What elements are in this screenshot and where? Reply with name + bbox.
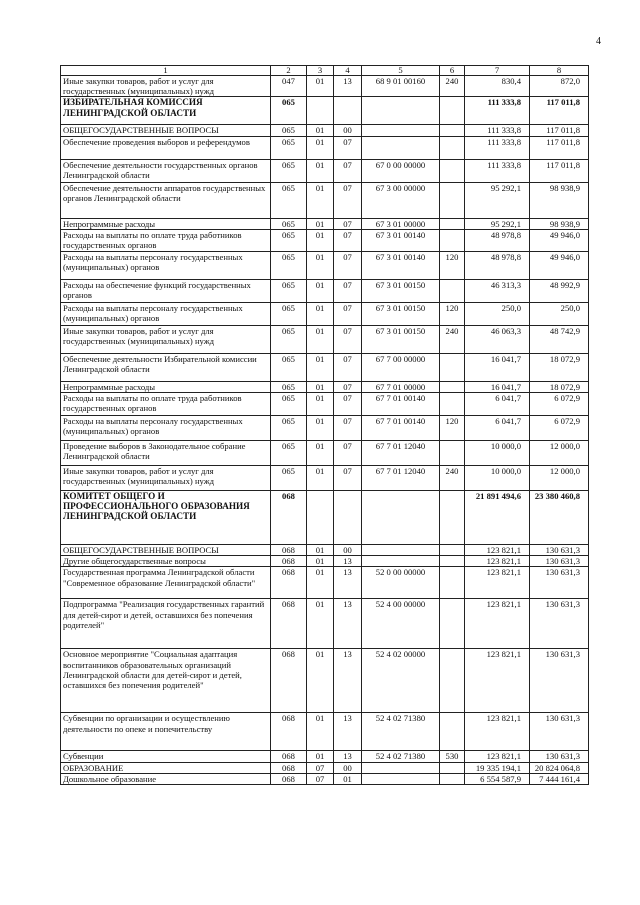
cell-amount-year1: 111 333,8 (465, 159, 530, 182)
column-number-4: 4 (334, 66, 362, 76)
cell-target-article (362, 125, 440, 136)
row-name: Расходы на выплаты персоналу государственных (муниципальных) органов (61, 416, 271, 441)
row-name: Расходы на обеспечение функций государственных органов (61, 279, 271, 302)
column-number-5: 5 (362, 66, 440, 76)
cell-expense-type (440, 393, 465, 416)
cell-grbs: 065 (271, 393, 307, 416)
table-row (61, 325, 589, 353)
cell-amount-year2: 98 938,9 (530, 182, 589, 218)
cell-amount-year1: 123 821,1 (465, 713, 530, 751)
cell-target-article: 67 7 01 12040 (362, 441, 440, 466)
cell-target-article (362, 762, 440, 773)
row-name: Обеспечение деятельности государственных органов Ленинградской области (61, 159, 271, 182)
cell-amount-year2: 18 072,9 (530, 381, 589, 392)
cell-amount-year1: 123 821,1 (465, 649, 530, 713)
table-row (61, 76, 589, 97)
page-number: 4 (596, 36, 601, 47)
cell-section: 01 (307, 159, 334, 182)
cell-amount-year1: 48 978,8 (465, 251, 530, 279)
cell-subsection: 07 (334, 136, 362, 159)
cell-section: 01 (307, 416, 334, 441)
cell-grbs: 065 (271, 325, 307, 353)
cell-target-article (362, 136, 440, 159)
cell-section: 07 (307, 773, 334, 784)
cell-grbs: 065 (271, 302, 307, 325)
table-row (61, 353, 589, 381)
cell-amount-year2: 130 631,3 (530, 556, 589, 567)
cell-section: 01 (307, 229, 334, 251)
cell-amount-year2: 117 011,8 (530, 136, 589, 159)
cell-target-article: 67 3 01 00000 (362, 218, 440, 229)
row-name: ОБРАЗОВАНИЕ (61, 762, 271, 773)
row-name: Дошкольное образование (61, 773, 271, 784)
cell-grbs: 068 (271, 556, 307, 567)
table-row (61, 649, 589, 713)
table-row (61, 466, 589, 491)
cell-amount-year1: 16 041,7 (465, 353, 530, 381)
cell-target-article: 52 4 00 00000 (362, 599, 440, 649)
row-name: Иные закупки товаров, работ и услуг для государственных (муниципальных) нужд (61, 466, 271, 491)
cell-amount-year1: 16 041,7 (465, 381, 530, 392)
table-row (61, 136, 589, 159)
cell-grbs: 068 (271, 751, 307, 762)
row-name: Обеспечение деятельности аппаратов государственных органов Ленинградской области (61, 182, 271, 218)
cell-subsection: 13 (334, 649, 362, 713)
cell-section: 01 (307, 567, 334, 599)
table-row (61, 441, 589, 466)
cell-subsection: 07 (334, 353, 362, 381)
cell-subsection: 13 (334, 713, 362, 751)
row-name: Расходы на выплаты по оплате труда работников государственных органов (61, 393, 271, 416)
cell-expense-type (440, 773, 465, 784)
cell-expense-type (440, 182, 465, 218)
cell-amount-year1: 10 000,0 (465, 466, 530, 491)
row-name: Непрограммные расходы (61, 218, 271, 229)
cell-amount-year1: 111 333,8 (465, 136, 530, 159)
cell-amount-year1: 123 821,1 (465, 751, 530, 762)
cell-amount-year1: 46 063,3 (465, 325, 530, 353)
cell-target-article (362, 491, 440, 545)
cell-expense-type (440, 713, 465, 751)
cell-grbs: 065 (271, 125, 307, 136)
cell-section: 01 (307, 302, 334, 325)
cell-subsection: 07 (334, 416, 362, 441)
cell-expense-type (440, 762, 465, 773)
cell-expense-type (440, 381, 465, 392)
cell-subsection: 13 (334, 556, 362, 567)
cell-target-article: 68 9 01 00160 (362, 76, 440, 97)
row-name: Другие общегосударственные вопросы (61, 556, 271, 567)
cell-grbs: 065 (271, 97, 307, 125)
cell-subsection: 07 (334, 325, 362, 353)
cell-subsection (334, 491, 362, 545)
cell-target-article: 67 3 01 00140 (362, 251, 440, 279)
cell-amount-year1: 48 978,8 (465, 229, 530, 251)
cell-grbs: 065 (271, 381, 307, 392)
cell-subsection: 07 (334, 466, 362, 491)
cell-grbs: 068 (271, 773, 307, 784)
cell-section (307, 97, 334, 125)
cell-amount-year1: 123 821,1 (465, 545, 530, 556)
cell-target-article: 52 4 02 00000 (362, 649, 440, 713)
table-row (61, 713, 589, 751)
table-header-row (61, 66, 589, 76)
cell-target-article: 52 0 00 00000 (362, 567, 440, 599)
cell-target-article: 67 3 01 00150 (362, 302, 440, 325)
cell-grbs: 065 (271, 136, 307, 159)
cell-subsection: 00 (334, 125, 362, 136)
cell-section: 01 (307, 325, 334, 353)
cell-amount-year2: 23 380 460,8 (530, 491, 589, 545)
row-name: Расходы на выплаты персоналу государственных (муниципальных) органов (61, 302, 271, 325)
cell-amount-year1: 6 554 587,9 (465, 773, 530, 784)
cell-target-article (362, 556, 440, 567)
cell-grbs: 065 (271, 416, 307, 441)
cell-subsection: 07 (334, 182, 362, 218)
cell-amount-year2: 48 742,9 (530, 325, 589, 353)
cell-section: 01 (307, 466, 334, 491)
cell-amount-year1: 123 821,1 (465, 599, 530, 649)
table-row (61, 567, 589, 599)
cell-target-article (362, 97, 440, 125)
cell-grbs: 068 (271, 567, 307, 599)
cell-grbs: 065 (271, 353, 307, 381)
cell-subsection: 13 (334, 599, 362, 649)
cell-target-article: 67 7 01 00000 (362, 381, 440, 392)
cell-target-article: 67 3 01 00140 (362, 229, 440, 251)
cell-target-article: 67 7 00 00000 (362, 353, 440, 381)
cell-amount-year2: 6 072,9 (530, 393, 589, 416)
cell-subsection: 01 (334, 773, 362, 784)
cell-section: 01 (307, 545, 334, 556)
cell-expense-type (440, 441, 465, 466)
row-name: Расходы на выплаты персоналу государственных (муниципальных) органов (61, 251, 271, 279)
cell-section: 01 (307, 353, 334, 381)
cell-grbs: 068 (271, 599, 307, 649)
table-row (61, 218, 589, 229)
column-number-2: 2 (271, 66, 307, 76)
cell-target-article: 67 7 01 00140 (362, 393, 440, 416)
row-name: Проведение выборов в Законодательное собрание Ленинградской области (61, 441, 271, 466)
cell-grbs: 068 (271, 713, 307, 751)
cell-target-article: 52 4 02 71380 (362, 713, 440, 751)
row-name: Расходы на выплаты по оплате труда работников государственных органов (61, 229, 271, 251)
cell-grbs: 068 (271, 491, 307, 545)
cell-amount-year2: 20 824 064,8 (530, 762, 589, 773)
table-row (61, 545, 589, 556)
cell-expense-type: 120 (440, 302, 465, 325)
row-name: ОБЩЕГОСУДАРСТВЕННЫЕ ВОПРОСЫ (61, 125, 271, 136)
row-name: Государственная программа Ленинградской области "Современное образование Ленинградской области" (61, 567, 271, 599)
cell-amount-year2: 98 938,9 (530, 218, 589, 229)
cell-expense-type (440, 649, 465, 713)
cell-section (307, 491, 334, 545)
table-row (61, 182, 589, 218)
budget-table (60, 65, 589, 785)
cell-amount-year1: 46 313,3 (465, 279, 530, 302)
cell-amount-year2: 250,0 (530, 302, 589, 325)
cell-subsection: 07 (334, 218, 362, 229)
cell-expense-type (440, 545, 465, 556)
cell-amount-year1: 123 821,1 (465, 556, 530, 567)
table-row (61, 773, 589, 784)
cell-amount-year2: 12 000,0 (530, 441, 589, 466)
table-row (61, 381, 589, 392)
column-number-6: 6 (440, 66, 465, 76)
cell-target-article: 52 4 02 71380 (362, 751, 440, 762)
cell-amount-year1: 111 333,8 (465, 97, 530, 125)
row-name: Иные закупки товаров, работ и услуг для государственных (муниципальных) нужд (61, 325, 271, 353)
cell-subsection: 13 (334, 76, 362, 97)
table-row (61, 302, 589, 325)
cell-amount-year2: 6 072,9 (530, 416, 589, 441)
cell-subsection: 07 (334, 229, 362, 251)
row-name: ОБЩЕГОСУДАРСТВЕННЫЕ ВОПРОСЫ (61, 545, 271, 556)
cell-amount-year2: 117 011,8 (530, 125, 589, 136)
cell-expense-type (440, 491, 465, 545)
cell-grbs: 065 (271, 229, 307, 251)
cell-expense-type (440, 599, 465, 649)
cell-section: 01 (307, 182, 334, 218)
cell-section: 01 (307, 441, 334, 466)
cell-amount-year1: 6 041,7 (465, 416, 530, 441)
cell-amount-year1: 250,0 (465, 302, 530, 325)
cell-target-article: 67 3 01 00150 (362, 279, 440, 302)
column-number-8: 8 (530, 66, 589, 76)
row-name: Основное мероприятие "Социальная адаптация воспитанников образовательных организаций Ленинградской области для детей-сирот и детей, оставшихся без попечения родителей" (61, 649, 271, 713)
cell-amount-year2: 130 631,3 (530, 751, 589, 762)
cell-subsection: 07 (334, 441, 362, 466)
cell-amount-year2: 48 992,9 (530, 279, 589, 302)
cell-amount-year1: 21 891 494,6 (465, 491, 530, 545)
cell-amount-year2: 49 946,0 (530, 229, 589, 251)
cell-amount-year2: 130 631,3 (530, 567, 589, 599)
table-row (61, 556, 589, 567)
cell-grbs: 068 (271, 545, 307, 556)
cell-expense-type (440, 159, 465, 182)
cell-grbs: 065 (271, 218, 307, 229)
cell-grbs: 065 (271, 159, 307, 182)
cell-amount-year2: 7 444 161,4 (530, 773, 589, 784)
cell-amount-year1: 6 041,7 (465, 393, 530, 416)
cell-target-article: 67 3 01 00150 (362, 325, 440, 353)
cell-expense-type (440, 229, 465, 251)
table-row (61, 599, 589, 649)
cell-section: 01 (307, 251, 334, 279)
cell-section: 01 (307, 76, 334, 97)
cell-section: 01 (307, 136, 334, 159)
cell-amount-year2: 130 631,3 (530, 599, 589, 649)
cell-target-article (362, 545, 440, 556)
cell-section: 01 (307, 599, 334, 649)
cell-amount-year2: 117 011,8 (530, 159, 589, 182)
cell-subsection: 07 (334, 159, 362, 182)
cell-target-article (362, 773, 440, 784)
cell-grbs: 047 (271, 76, 307, 97)
row-name: КОМИТЕТ ОБЩЕГО И ПРОФЕССИОНАЛЬНОГО ОБРАЗОВАНИЯ ЛЕНИНГРАДСКОЙ ОБЛАСТИ (61, 491, 271, 545)
cell-amount-year2: 872,0 (530, 76, 589, 97)
cell-expense-type: 240 (440, 466, 465, 491)
cell-section: 01 (307, 381, 334, 392)
cell-section: 01 (307, 218, 334, 229)
row-name: Обеспечение проведения выборов и референдумов (61, 136, 271, 159)
table-row (61, 393, 589, 416)
cell-target-article: 67 7 01 00140 (362, 416, 440, 441)
cell-amount-year1: 10 000,0 (465, 441, 530, 466)
table-row (61, 251, 589, 279)
cell-expense-type: 120 (440, 416, 465, 441)
cell-grbs: 068 (271, 762, 307, 773)
cell-amount-year1: 95 292,1 (465, 182, 530, 218)
cell-amount-year1: 95 292,1 (465, 218, 530, 229)
cell-section: 01 (307, 279, 334, 302)
cell-expense-type: 530 (440, 751, 465, 762)
cell-grbs: 065 (271, 279, 307, 302)
table-row (61, 229, 589, 251)
cell-expense-type (440, 353, 465, 381)
cell-grbs: 068 (271, 649, 307, 713)
cell-expense-type (440, 556, 465, 567)
cell-expense-type (440, 279, 465, 302)
cell-amount-year2: 130 631,3 (530, 713, 589, 751)
table-row (61, 279, 589, 302)
row-name: Подпрограмма "Реализация государственных гарантий для детей-сирот и детей, оставшихся без попечения родителей" (61, 599, 271, 649)
cell-amount-year1: 19 335 194,1 (465, 762, 530, 773)
cell-grbs: 065 (271, 251, 307, 279)
cell-section: 01 (307, 393, 334, 416)
cell-target-article: 67 0 00 00000 (362, 159, 440, 182)
table-row (61, 416, 589, 441)
cell-subsection: 07 (334, 302, 362, 325)
cell-target-article: 67 3 00 00000 (362, 182, 440, 218)
cell-grbs: 065 (271, 441, 307, 466)
table-row (61, 762, 589, 773)
cell-expense-type (440, 567, 465, 599)
cell-subsection: 07 (334, 381, 362, 392)
cell-subsection: 00 (334, 545, 362, 556)
cell-subsection: 07 (334, 251, 362, 279)
column-number-7: 7 (465, 66, 530, 76)
cell-section: 01 (307, 751, 334, 762)
cell-expense-type: 240 (440, 76, 465, 97)
row-name: Субвенции по организации и осуществлению деятельности по опеке и попечительству (61, 713, 271, 751)
row-name: Иные закупки товаров, работ и услуг для государственных (муниципальных) нужд (61, 76, 271, 97)
cell-amount-year2: 12 000,0 (530, 466, 589, 491)
row-name: ИЗБИРАТЕЛЬНАЯ КОМИССИЯ ЛЕНИНГРАДСКОЙ ОБЛАСТИ (61, 97, 271, 125)
column-number-1: 1 (61, 66, 271, 76)
cell-section: 01 (307, 556, 334, 567)
cell-subsection: 13 (334, 751, 362, 762)
cell-section: 01 (307, 649, 334, 713)
cell-expense-type: 240 (440, 325, 465, 353)
cell-section: 01 (307, 125, 334, 136)
cell-amount-year1: 830,4 (465, 76, 530, 97)
cell-expense-type (440, 136, 465, 159)
cell-target-article: 67 7 01 12040 (362, 466, 440, 491)
table-row (61, 751, 589, 762)
cell-expense-type (440, 218, 465, 229)
table-row (61, 159, 589, 182)
row-name: Субвенции (61, 751, 271, 762)
cell-expense-type (440, 97, 465, 125)
cell-amount-year2: 130 631,3 (530, 649, 589, 713)
cell-subsection: 00 (334, 762, 362, 773)
column-number-3: 3 (307, 66, 334, 76)
cell-amount-year2: 130 631,3 (530, 545, 589, 556)
cell-grbs: 065 (271, 182, 307, 218)
cell-amount-year2: 49 946,0 (530, 251, 589, 279)
cell-expense-type (440, 125, 465, 136)
table-row (61, 97, 589, 125)
cell-grbs: 065 (271, 466, 307, 491)
cell-amount-year2: 117 011,8 (530, 97, 589, 125)
cell-subsection: 07 (334, 393, 362, 416)
cell-subsection: 07 (334, 279, 362, 302)
cell-amount-year1: 111 333,8 (465, 125, 530, 136)
cell-amount-year2: 18 072,9 (530, 353, 589, 381)
cell-section: 07 (307, 762, 334, 773)
row-name: Непрограммные расходы (61, 381, 271, 392)
table-row (61, 125, 589, 136)
row-name: Обеспечение деятельности Избирательной комиссии Ленинградской области (61, 353, 271, 381)
table-row (61, 491, 589, 545)
cell-amount-year1: 123 821,1 (465, 567, 530, 599)
cell-expense-type: 120 (440, 251, 465, 279)
cell-subsection (334, 97, 362, 125)
cell-subsection: 13 (334, 567, 362, 599)
cell-section: 01 (307, 713, 334, 751)
